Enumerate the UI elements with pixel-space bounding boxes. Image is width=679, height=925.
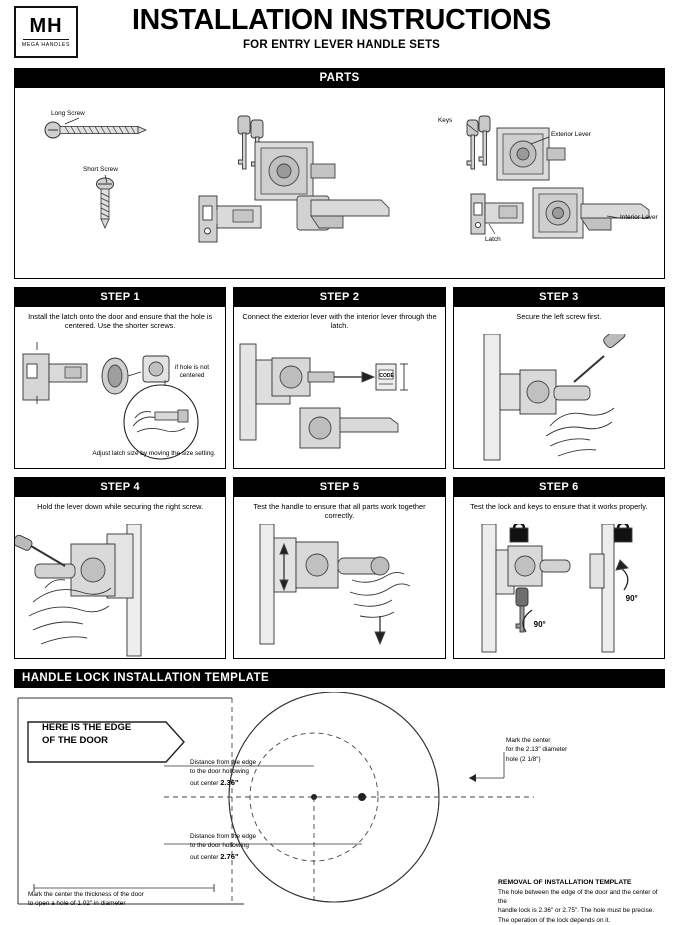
steps-grid-row1: [14, 287, 665, 469]
parts-leader-lines: [15, 88, 679, 278]
logo-monogram: MH: [29, 14, 63, 37]
template-dim-top: [190, 758, 310, 788]
template-mark-center-line1: Mark the center: [506, 737, 551, 744]
template-removal-line2: handle lock is 2.36" or 2.75". The hole must be precise.: [498, 907, 655, 915]
step-2-note-code: CODE: [379, 372, 394, 379]
parts-banner: PARTS: [15, 69, 664, 88]
keys-label: Keys: [438, 117, 453, 124]
step-5-title: STEP 5: [234, 478, 444, 497]
step-6-art: [454, 524, 665, 660]
template-thickness-line1: Mark the center the thickness of the door: [28, 891, 144, 898]
steps-grid-row2: [14, 477, 665, 659]
step-2-title: STEP 2: [234, 288, 444, 307]
template-mark-center-note: [506, 736, 630, 764]
template-dim-bottom-line2: to the door hollowing: [190, 842, 249, 850]
step-3-description: Secure the left screw first.: [516, 311, 602, 321]
template-removal-line3: The operation of the lock depends on it.: [498, 916, 611, 924]
step-3-illustration: [454, 334, 664, 469]
step-6-angle-left: 90°: [533, 619, 546, 629]
step-card-2: [233, 287, 445, 469]
page-subtitle: FOR ENTRY LEVER HANDLE SETS: [242, 38, 441, 51]
step-6-illustration: [454, 524, 664, 659]
step-4-description: Hold the lever down while securing the right screw.: [37, 501, 204, 511]
logo-brand-name: MEGA HANDLES: [21, 41, 71, 48]
template-edge-line2: OF THE DOOR: [42, 734, 108, 746]
template-dim-top-line1: Distance from the edge: [190, 759, 257, 766]
step-card-3: [453, 287, 665, 469]
step-1-illustration: [15, 334, 225, 469]
step-5-art: [234, 524, 445, 654]
step-1-note-not-centered: if hole is not centered: [174, 363, 210, 379]
template-section: [14, 669, 665, 924]
exterior-lever-label: Exterior Lever: [551, 131, 591, 138]
page-title: INSTALLATION INSTRUCTIONS: [132, 4, 551, 36]
template-mark-center-line2: for the 2.13" diameter: [506, 746, 568, 754]
latch-label: Latch: [485, 236, 501, 243]
template-dim-top-line2: to the door hollowing: [190, 768, 249, 776]
long-screw-label: Long Screw: [51, 110, 85, 117]
step-card-4: [14, 477, 226, 659]
interior-lever-label: Interior Lever: [620, 214, 658, 221]
template-dim-top-line3: out center: [190, 779, 219, 787]
parts-illustration: [15, 88, 664, 278]
step-1-leader-lines: [15, 334, 226, 464]
step-1-title: STEP 1: [15, 288, 225, 307]
step-4-art: [15, 524, 226, 660]
step-3-title: STEP 3: [454, 288, 664, 307]
step-2-art: [234, 334, 445, 464]
step-1-description: Install the latch onto the door and ensure that the hole is centered. Use the shorter screws.: [28, 311, 213, 331]
step-2-description: Connect the exterior lever with the interior lever through the latch.: [242, 311, 437, 331]
template-diagram: [14, 692, 665, 924]
template-removal-note: [498, 878, 668, 925]
title-block: [78, 4, 665, 51]
step-4-illustration: [15, 524, 225, 659]
step-card-5: [233, 477, 445, 659]
template-dim-bottom-line3: out center: [190, 853, 219, 861]
template-thickness-line2: to open a hole of 1.02" in diameter: [28, 900, 126, 908]
template-thickness-note: [28, 890, 228, 909]
step-6-title: STEP 6: [454, 478, 664, 497]
step-6-description: Test the lock and keys to ensure that it works properly.: [470, 501, 648, 511]
template-banner: HANDLE LOCK INSTALLATION TEMPLATE: [14, 669, 665, 688]
template-mark-center-line3: hole (2 1/8"): [506, 755, 541, 763]
logo-divider: [23, 39, 69, 40]
step-3-art: [454, 334, 665, 470]
step-6-angle-right: 90°: [625, 593, 638, 603]
step-5-illustration: [234, 524, 444, 659]
short-screw-label: Short Screw: [83, 166, 118, 173]
step-1-note-adjust: Adjust latch size by moving the size setting.: [92, 449, 216, 457]
template-edge-label: [42, 722, 131, 748]
template-edge-line1: HERE IS THE EDGE: [42, 722, 132, 733]
template-dim-bottom: [190, 832, 314, 862]
step-5-description: Test the handle to ensure that all parts work together correctly.: [253, 501, 426, 521]
step-card-6: [453, 477, 665, 659]
parts-section: [14, 68, 665, 279]
template-dim-bottom-value: 2.76": [220, 851, 239, 861]
template-dim-top-value: 2.36": [220, 777, 239, 787]
page-header: [0, 0, 679, 62]
template-dim-bottom-line1: Distance from the edge: [190, 833, 257, 840]
template-removal-line1: The hole between the edge of the door and the center of the: [498, 888, 658, 906]
step-2-illustration: [234, 334, 444, 469]
brand-logo: [14, 6, 78, 58]
step-card-1: [14, 287, 226, 469]
template-removal-title: REMOVAL OF INSTALLATION TEMPLATE: [498, 879, 632, 886]
step-4-title: STEP 4: [15, 478, 225, 497]
